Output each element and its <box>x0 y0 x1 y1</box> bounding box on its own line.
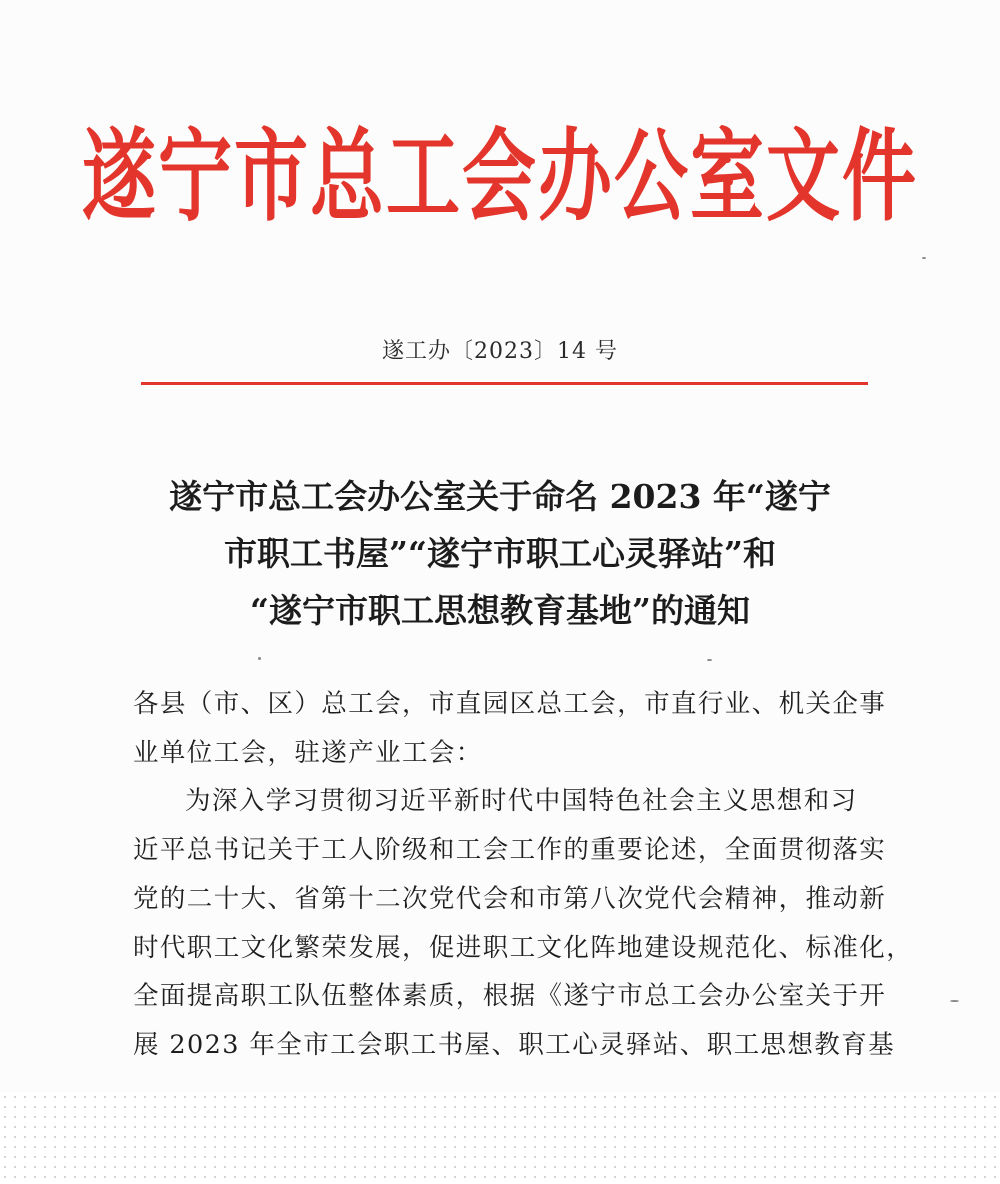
addressee-line: 各县（市、区）总工会，市直园区总工会，市直行业、机关企事 <box>133 689 887 719</box>
body-paragraph-line: 展 2023 年全市工会职工书屋、职工心灵驿站、职工思想教育基 <box>133 1029 896 1060</box>
scan-dot-pattern <box>0 1092 1000 1184</box>
notice-title <box>0 468 1000 639</box>
notice-body <box>133 680 914 1070</box>
addressee-line: 业单位工会，驻遂产业工会： <box>133 737 483 768</box>
masthead-title: 遂宁市总工会办公室文件 <box>82 119 918 236</box>
body-paragraph-line: 党的二十大、省第十二次党代会和市第八次党代会精神，推动新 <box>133 883 887 914</box>
body-paragraph-line: 时代职工文化繁荣发展，促进职工文化阵地建设规范化、标准化， <box>133 932 914 963</box>
body-paragraph-line: 为深入学习贯彻习近平新时代中国特色社会主义思想和习 <box>185 786 858 817</box>
scan-speck <box>707 659 712 661</box>
notice-title-line: “遂宁市职工思想教育基地”的通知 <box>250 591 750 630</box>
body-paragraph-line: 近平总书记关于工人阶级和工会工作的重要论述，全面贯彻落实 <box>133 835 887 866</box>
notice-title-line: 市职工书屋”“遂宁市职工心灵驿站”和 <box>224 534 776 573</box>
notice-title-line: 遂宁市总工会办公室关于命名 2023 年“遂宁 <box>169 477 831 516</box>
document-number: 遂工办〔2023〕14 号 <box>382 339 618 364</box>
scan-speck <box>922 257 926 259</box>
body-paragraph-line: 全面提高职工队伍整体素质，根据《遂宁市总工会办公室关于开 <box>133 981 887 1012</box>
scan-speck <box>258 657 261 660</box>
red-divider-line <box>141 382 868 385</box>
scan-speck <box>950 1000 959 1002</box>
